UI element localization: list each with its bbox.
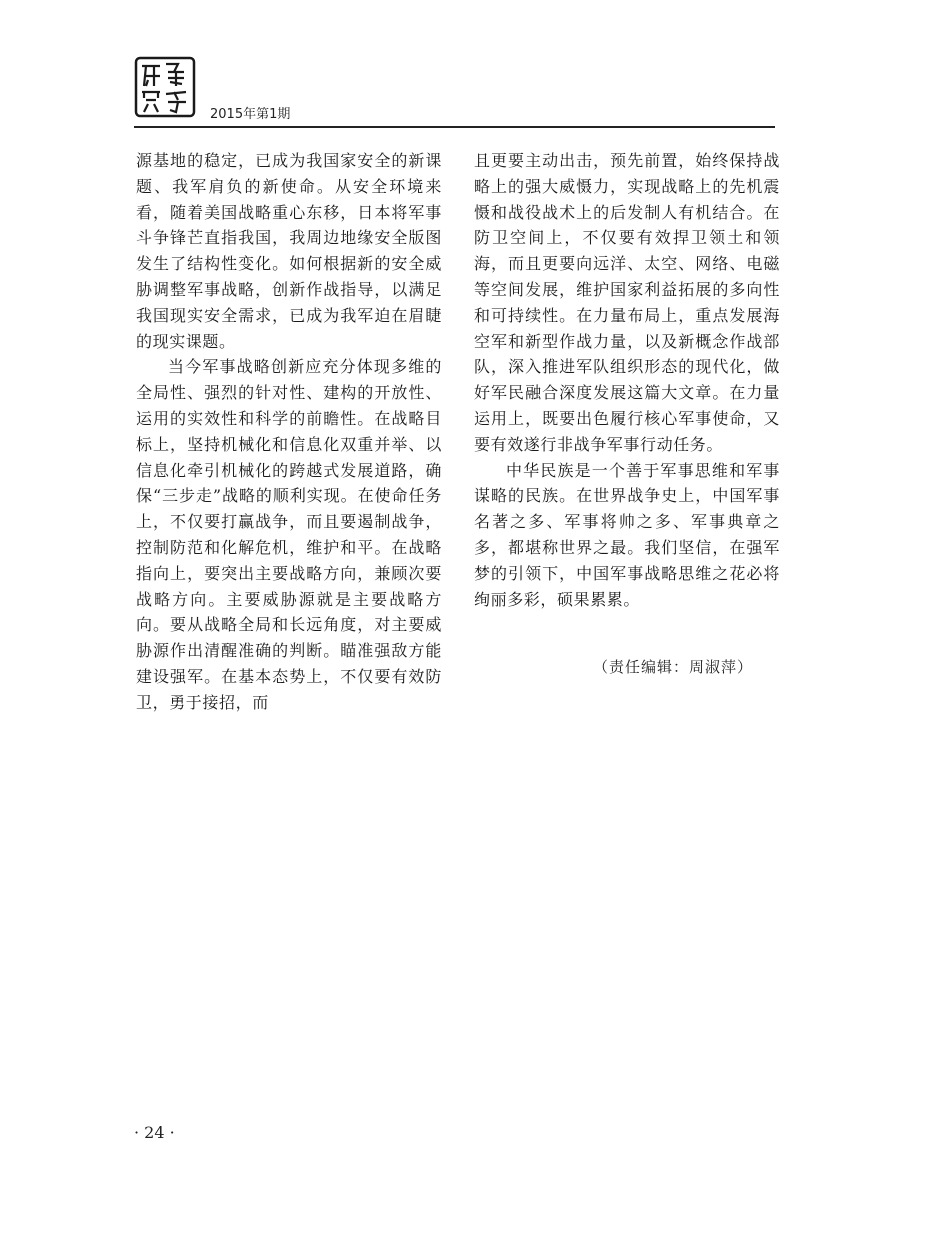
issue-label: 2015年第1期 bbox=[210, 107, 291, 122]
paragraph: 中华民族是一个善于军事思维和军事谋略的民族。在世界战争史上，中国军事名著之多、军事将帅之多、军事典章之多，都堪称世界之最。我们坚信，在强军梦的引领下，中国军事战略思维之花必将绚丽多彩，硕果累累。 bbox=[474, 460, 780, 609]
paragraph: 源基地的稳定，已成为我国家安全的新课题、我军肩负的新使命。从安全环境来看，随着美国战略重心东移，日本将军事斗争锋芒直指我国，我周边地缘安全版图发生了结构性变化。如何根据新的安全威胁调整军事战略，创新作战指导，以满足我国现实安全需求，已成为我军迫在眉睫的现实课题。 bbox=[136, 151, 442, 351]
right-column bbox=[474, 148, 780, 612]
paragraph: 当今军事战略创新应充分体现多维的全局性、强烈的针对性、建构的开放性、运用的实效性和科学的前瞻性。在战略目标上，坚持机械化和信息化双重并举、以信息化牵引机械化的跨越式发展道路，确保“三步走”战略的顺利实现。在使命任务上，不仅要打赢战争，而且要遏制战争，控制防范和化解危机，维护和平。在战略指向上，要突出主要战略方向，兼顾次要战略方向。主要威胁源就是主要战略方向。要从战略全局和长远角度，对主要威胁源作出清醒准确的判断。瞄准强敌方能建设强军。在基本态势上，不仅要有效防卫，勇于接招，而 bbox=[136, 357, 442, 712]
left-column bbox=[136, 148, 442, 716]
seal-logo-icon bbox=[134, 56, 196, 118]
editor-signoff: （责任编辑：周淑萍） bbox=[593, 658, 754, 676]
paragraph: 且更要主动出击，预先前置，始终保持战略上的强大威慑力，实现战略上的先机震慑和战役战术上的后发制人有机结合。在防卫空间上，不仅要有效捍卫领土和领海，而且更要向远洋、太空、网络、电磁等空间发展，维护国家利益拓展的多向性和可持续性。在力量布局上，重点发展海空军和新型作战力量，以及新概念作战部队，深入推进军队组织形态的现代化，做好军民融合深度发展这篇大文章。在力量运用上，既要出色履行核心军事使命，又要有效遂行非战争军事行动任务。 bbox=[474, 151, 780, 454]
journal-logo bbox=[134, 56, 196, 118]
page-number: · 24 · bbox=[134, 1123, 175, 1142]
header-rule bbox=[134, 126, 775, 128]
